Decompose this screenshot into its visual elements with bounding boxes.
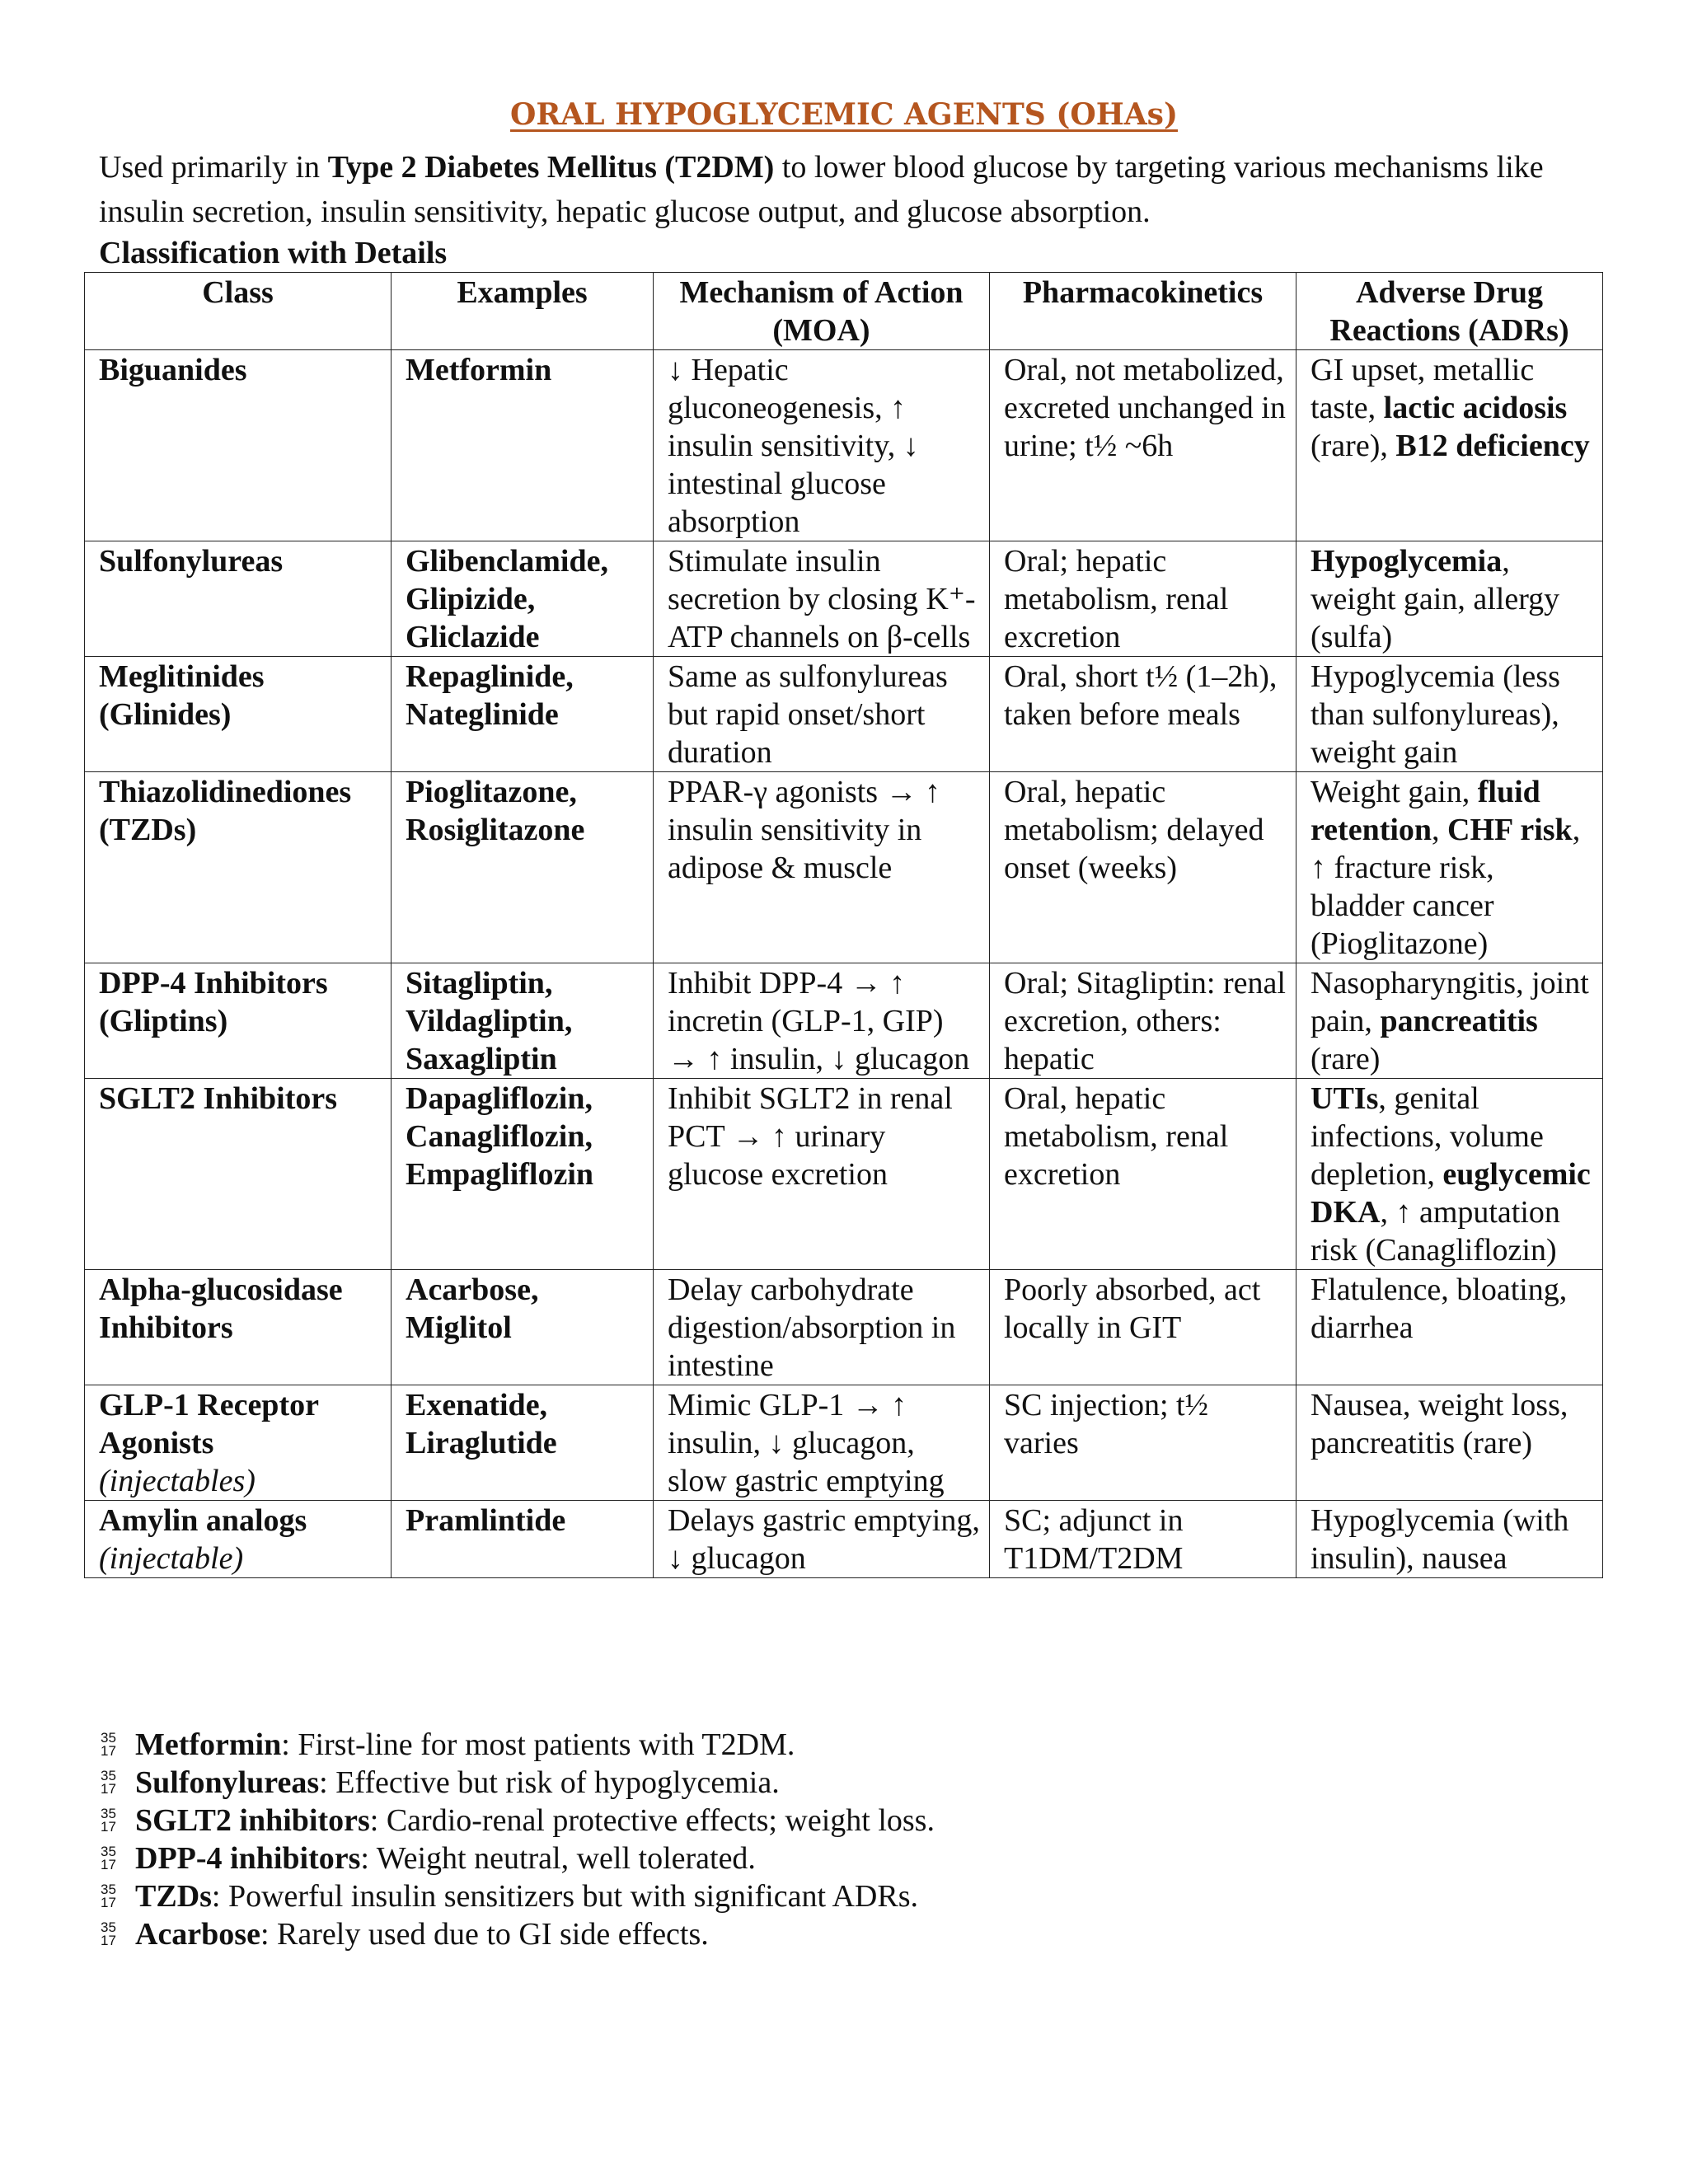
moa-cell: Inhibit DPP-4 → ↑ incretin (GLP-1, GIP) → ↑ insulin, ↓ glucagon [654,963,990,1079]
key-point-text: : Powerful insulin sensitizers but with significant ADRs. [211,1879,918,1914]
key-point-term: Metformin [135,1727,282,1762]
icon-mass-number: 35 [101,1882,116,1897]
chlorine-symbol-icon [99,1845,135,1872]
header-pharmacokinetics: Pharmacokinetics [990,273,1296,350]
icon-atomic-number: 17 [101,1743,116,1759]
key-point-text: : First-line for most patients with T2DM. [281,1727,795,1762]
chlorine-symbol-icon [99,1921,135,1947]
class-name: Sulfonylureas [99,544,284,579]
key-point-term: TZDs [135,1879,212,1914]
pharmacokinetics-cell: Oral, not metabolized, excreted unchanged in urine; t½ ~6h [990,350,1296,541]
adr-cell [1296,1385,1603,1501]
examples-cell: Sitagliptin, Vildagliptin, Saxagliptin [392,963,654,1079]
adr-text: Weight gain, [1311,775,1478,809]
adr-text: Nausea, weight loss, pancreatitis (rare) [1311,1388,1568,1460]
adr-emphasis: euglycemic DKA [1311,1157,1591,1230]
table-row [85,657,1603,772]
adr-text: Nasopharyngitis, joint pain, [1311,966,1589,1038]
adr-text: , weight gain, allergy (sulfa) [1311,544,1560,654]
class-note: (injectable) [99,1541,244,1576]
class-name: Biguanides [99,353,247,387]
key-point-term: Sulfonylureas [135,1765,320,1800]
key-point-term: SGLT2 inhibitors [135,1803,370,1838]
key-point-text: : Cardio-renal protective effects; weight loss. [369,1803,935,1838]
adr-text: , ↑ amputation risk (Canagliflozin) [1311,1195,1560,1268]
class-cell [85,1385,392,1501]
class-name: Meglitinides (Glinides) [99,659,265,732]
class-cell [85,541,392,657]
examples-cell: Pioglitazone, Rosiglitazone [392,772,654,963]
key-point-item [99,1802,1599,1840]
class-name: Alpha-glucosidase Inhibitors [99,1272,343,1345]
intro-text-end: to lower blood glucose by targeting various mechanisms like insulin secretion, insulin sensitivity, hepatic glucose output, and glucose absorption. [99,150,1544,229]
class-cell [85,350,392,541]
class-name: GLP-1 Receptor Agonists [99,1388,319,1460]
adr-text: Hypoglycemia (less than sulfonylureas), weight gain [1311,659,1560,770]
icon-mass-number: 35 [101,1730,116,1746]
examples-cell: Acarbose, Miglitol [392,1270,654,1385]
adr-cell [1296,1270,1603,1385]
pharmacokinetics-cell: SC; adjunct in T1DM/T2DM [990,1501,1296,1578]
chlorine-symbol-icon [99,1883,135,1910]
table-body [85,350,1603,1578]
table-row [85,1270,1603,1385]
class-name: SGLT2 Inhibitors [99,1081,338,1116]
class-cell [85,1501,392,1578]
moa-cell: Delay carbohydrate digestion/absorption in intestine [654,1270,990,1385]
adr-cell [1296,1079,1603,1270]
key-point-text: : Weight neutral, well tolerated. [360,1841,756,1876]
table-row [85,1079,1603,1270]
pharmacokinetics-cell: Oral, hepatic metabolism; delayed onset (weeks) [990,772,1296,963]
examples-cell: Exenatide, Liraglutide [392,1385,654,1501]
moa-cell: ↓ Hepatic gluconeogenesis, ↑ insulin sensitivity, ↓ intestinal glucose absorption [654,350,990,541]
adr-text: Flatulence, bloating, diarrhea [1311,1272,1568,1345]
header-examples: Examples [392,273,654,350]
icon-mass-number: 35 [101,1768,116,1783]
page-title: ORAL HYPOGLYCEMIC AGENTS (OHAs) [510,97,1178,132]
adr-text: , [1432,813,1448,847]
adr-cell [1296,541,1603,657]
examples-cell: Metformin [392,350,654,541]
adr-cell [1296,1501,1603,1578]
table-row [85,350,1603,541]
intro-text-start: Used primarily in [99,150,328,185]
adr-cell [1296,963,1603,1079]
key-point-item [99,1877,1599,1915]
adr-cell [1296,657,1603,772]
pharmacokinetics-cell: Oral; hepatic metabolism, renal excretion [990,541,1296,657]
adr-text: Hypoglycemia (with insulin), nausea [1311,1503,1569,1576]
key-point-text: : Rarely used due to GI side effects. [260,1917,709,1952]
moa-cell: Delays gastric emptying, ↓ glucagon [654,1501,990,1578]
header-moa: Mechanism of Action (MOA) [654,273,990,350]
header-adrs: Adverse Drug Reactions (ADRs) [1296,273,1603,350]
table-row [85,541,1603,657]
icon-mass-number: 35 [101,1919,116,1935]
adr-emphasis: fluid retention [1311,775,1540,847]
pharmacokinetics-cell: Poorly absorbed, act locally in GIT [990,1270,1296,1385]
chlorine-symbol-icon [99,1769,135,1796]
key-point-term: Acarbose [135,1917,260,1952]
class-note: (injectables) [99,1464,256,1498]
examples-cell: Repaglinide, Nateglinide [392,657,654,772]
table-header-row [85,273,1603,350]
table-row [85,1501,1603,1578]
class-cell [85,1079,392,1270]
adr-text: GI upset, metallic taste, [1311,353,1535,425]
adr-emphasis: UTIs [1311,1081,1379,1116]
adr-cell [1296,350,1603,541]
adr-text: , ↑ fracture risk, bladder cancer (Pioglitazone) [1311,813,1581,961]
class-name: Amylin analogs [99,1503,307,1538]
table-row [85,1385,1603,1501]
key-point-item [99,1726,1599,1764]
examples-cell: Pramlintide [392,1501,654,1578]
icon-mass-number: 35 [101,1844,116,1859]
icon-mass-number: 35 [101,1806,116,1821]
intro-paragraph [99,145,1599,234]
examples-cell: Glibenclamide, Glipizide, Gliclazide [392,541,654,657]
chlorine-symbol-icon [99,1807,135,1834]
key-points-list [99,1726,1599,1953]
adr-emphasis: CHF risk [1447,813,1573,847]
class-cell [85,772,392,963]
adr-emphasis: Hypoglycemia [1311,544,1503,579]
pharmacokinetics-cell: SC injection; t½ varies [990,1385,1296,1501]
icon-atomic-number: 17 [101,1933,116,1948]
key-point-item [99,1764,1599,1802]
adr-emphasis: B12 deficiency [1395,429,1590,463]
classification-table [84,272,1603,1578]
icon-atomic-number: 17 [101,1781,116,1797]
class-cell [85,963,392,1079]
icon-atomic-number: 17 [101,1819,116,1835]
pharmacokinetics-cell: Oral, hepatic metabolism, renal excretion [990,1079,1296,1270]
moa-cell: Mimic GLP-1 → ↑ insulin, ↓ glucagon, slow gastric emptying [654,1385,990,1501]
class-cell [85,657,392,772]
moa-cell: PPAR-γ agonists → ↑ insulin sensitivity in adipose & muscle [654,772,990,963]
header-class: Class [85,273,392,350]
intro-bold-term: Type 2 Diabetes Mellitus (T2DM) [327,150,775,185]
moa-cell: Stimulate insulin secretion by closing K⁺-ATP channels on β-cells [654,541,990,657]
moa-cell: Same as sulfonylureas but rapid onset/short duration [654,657,990,772]
chlorine-symbol-icon [99,1732,135,1758]
table-row [85,772,1603,963]
adr-emphasis: pancreatitis [1380,1004,1538,1038]
moa-cell: Inhibit SGLT2 in renal PCT → ↑ urinary glucose excretion [654,1079,990,1270]
section-heading: Classification with Details [99,236,448,270]
class-name: Thiazolidinediones (TZDs) [99,775,352,847]
key-point-item [99,1915,1599,1953]
pharmacokinetics-cell: Oral; Sitagliptin: renal excretion, others: hepatic [990,963,1296,1079]
adr-cell [1296,772,1603,963]
adr-text: , genital infections, volume depletion, [1311,1081,1544,1192]
adr-emphasis: lactic acidosis [1383,391,1568,425]
examples-cell: Dapagliflozin, Canagliflozin, Empagliflozin [392,1079,654,1270]
icon-atomic-number: 17 [101,1895,116,1910]
key-point-term: DPP-4 inhibitors [135,1841,361,1876]
adr-text: (rare), [1311,429,1396,463]
icon-atomic-number: 17 [101,1857,116,1872]
pharmacokinetics-cell: Oral, short t½ (1–2h), taken before meals [990,657,1296,772]
adr-text: (rare) [1311,1042,1381,1076]
key-point-item [99,1840,1599,1877]
class-cell [85,1270,392,1385]
class-name: DPP-4 Inhibitors (Gliptins) [99,966,328,1038]
table-row [85,963,1603,1079]
key-point-text: : Effective but risk of hypoglycemia. [319,1765,780,1800]
